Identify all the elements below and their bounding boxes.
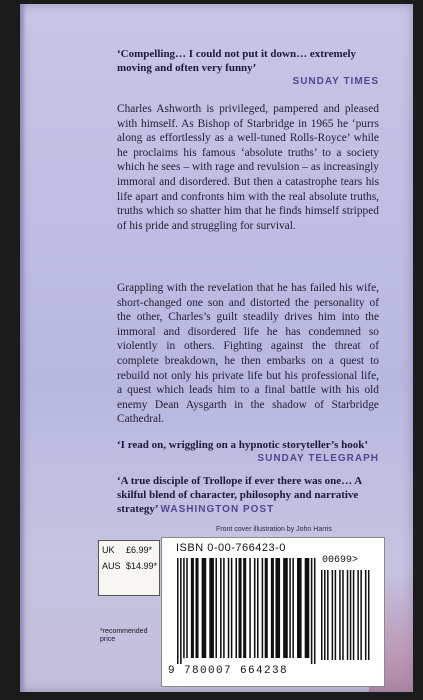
barcode-bar — [265, 558, 268, 658]
quote-washington-post — [117, 474, 379, 517]
barcode-bar — [283, 558, 288, 658]
barcode-bar — [305, 558, 310, 658]
barcode-bar — [332, 570, 334, 660]
cover-illustration-credit: Front cover illustration by John Harris — [216, 526, 332, 533]
quote-source: SUNDAY TELEGRAPH — [257, 453, 379, 464]
price-row-aus — [102, 561, 157, 571]
barcode-bar — [262, 558, 264, 658]
quote-source: SUNDAY TIMES — [292, 76, 379, 87]
barcode-bar — [209, 558, 214, 658]
barcode-bar — [360, 570, 362, 660]
quote-sunday-times — [117, 47, 379, 89]
barcode-bar — [195, 558, 198, 658]
barcode-bar — [243, 558, 246, 658]
barcode-bar — [289, 558, 291, 658]
barcode-bar — [327, 570, 329, 660]
barcode-bar — [257, 558, 259, 658]
barcode-bar — [235, 558, 237, 658]
barcode-panel — [161, 537, 385, 687]
barcode-bar — [215, 558, 217, 658]
quote-source: WASHINGTON POST — [160, 504, 275, 515]
ean-number: 9 780007 664238 — [168, 665, 289, 677]
barcode-bar — [339, 570, 341, 660]
quote-text: ‘Compelling… I could not put it down… extremely moving and often very funny’ — [117, 48, 357, 74]
barcode-bar — [231, 558, 233, 658]
barcode-bar — [183, 558, 185, 658]
book-back-cover — [20, 4, 413, 692]
barcode-bar — [275, 558, 280, 658]
barcode-bar — [342, 570, 344, 660]
price-row-uk — [102, 545, 152, 555]
barcode-bar — [335, 570, 337, 660]
recommended-price-note: *recommended price — [100, 628, 148, 643]
barcode-bar — [311, 558, 313, 664]
barcode-bar — [347, 570, 349, 660]
barcode-bar — [365, 570, 367, 660]
barcode-bar — [223, 558, 225, 658]
price-label-aus: AUS — [102, 561, 121, 571]
barcode-bar — [357, 570, 359, 660]
barcode-bar — [228, 558, 230, 658]
isbn-number: ISBN 0-00-766423-0 — [176, 542, 286, 554]
price-value-uk: £6.99* — [126, 545, 153, 555]
barcode-bar — [292, 558, 294, 658]
blurb-paragraph-1: Charles Ashworth is privileged, pampered and pleased with himself. As Bishop of Starbridge in 1965 he ‘purrs along as effortlessly as a well-tuned Rolls-Royce’ while he proclaims his famous ‘absolute truths’ to a society which he sees – with rage and revulsion – as increasingly immoral and disordered. But then a catastrophe tears his life apart and confronts him with the real absolute truths, truths which so shatter him that he finds himself stripped of his pride and struggling for survival. — [117, 103, 379, 232]
barcode-bar — [297, 558, 302, 658]
barcode-bar — [350, 570, 352, 660]
quote-sunday-telegraph — [117, 438, 379, 466]
barcode-bar — [254, 558, 256, 658]
barcode-bar — [180, 558, 182, 664]
blurb-paragraph-2: Grappling with the revelation that he has failed his wife, short-changed one son and distorted the personality of the other, Charles’s guilt steadily drives him into the immoral and disordered life he has condemned so violently in others. Fighting against the threat of complete breakdown, he then embarks on a quest to rebuild not only his private life but his professional life, a quest which leads him to a final battle with his old enemy Dean Aysgarth in the shadow of Starbridge Cathedral. — [117, 282, 379, 426]
barcode-bar — [239, 558, 242, 658]
addon-barcode — [320, 570, 372, 664]
barcode-addon-digits: 00699> — [322, 555, 359, 566]
barcode-bar — [191, 558, 194, 658]
price-value-aus: $14.99* — [126, 561, 158, 571]
barcode-bar — [177, 558, 179, 664]
price-box — [98, 540, 160, 596]
barcode-bar — [202, 558, 207, 658]
barcode-bar — [353, 570, 355, 660]
barcode-bar — [220, 558, 222, 658]
barcode-bar — [249, 558, 251, 658]
quote-text: ‘I read on, wriggling on a hypnotic storyteller’s hook’ — [117, 439, 369, 451]
barcode-bar — [368, 570, 370, 660]
quote-text: ‘A true disciple of Trollope if ever there was one… A skilful blend of character, philosophy and narrative strategy’ — [117, 475, 362, 515]
barcode-bar — [321, 570, 323, 660]
barcode-bar — [186, 558, 188, 658]
spine-edge — [20, 4, 26, 692]
price-label-uk: UK — [102, 545, 115, 555]
ean-barcode — [176, 558, 318, 664]
barcode-bar — [324, 570, 326, 660]
barcode-bar — [271, 558, 274, 658]
barcode-bar — [314, 558, 316, 664]
